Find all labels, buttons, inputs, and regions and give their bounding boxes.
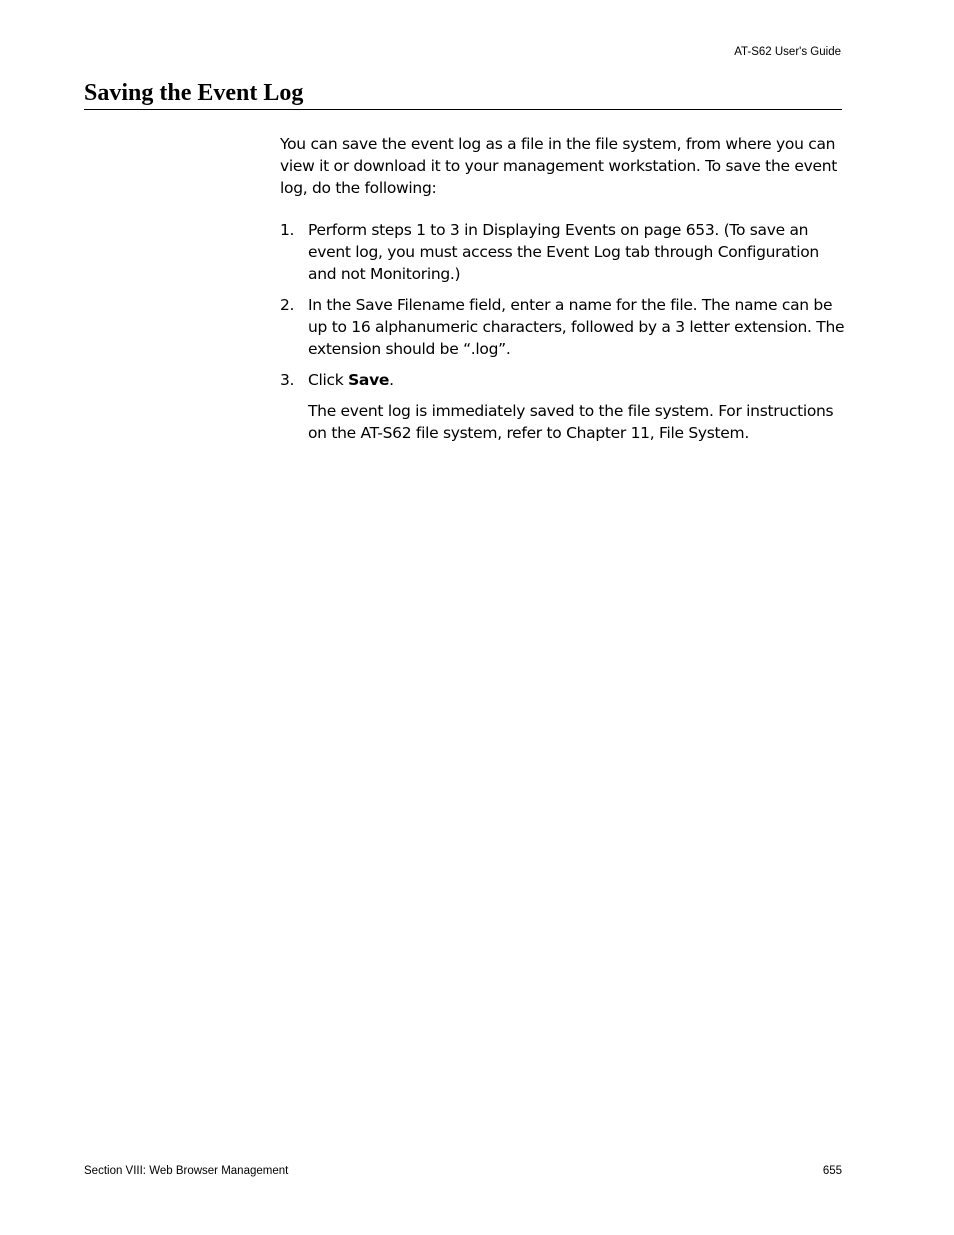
step-text-before: Click xyxy=(308,371,349,389)
step-text-after: . xyxy=(389,371,394,389)
step-1 xyxy=(280,219,846,285)
step-number: 3. xyxy=(280,371,295,389)
section-title: Saving the Event Log xyxy=(84,80,304,106)
step-text xyxy=(308,369,846,391)
page-number: 655 xyxy=(822,1165,842,1177)
step-2 xyxy=(280,294,846,360)
section-body xyxy=(280,133,846,444)
step-number: 1. xyxy=(280,221,295,239)
step-number: 2. xyxy=(280,296,295,314)
save-emphasis: Save xyxy=(348,371,390,389)
footer-section-label: Section VIII: Web Browser Management xyxy=(84,1165,289,1177)
step-text: In the Save Filename field, enter a name for the file. The name can be up to 16 alphanumeric characters, followed by a 3 letter extension. The extension should be “.log”. xyxy=(308,296,845,358)
step-3-result: The event log is immediately saved to the file system. For instructions on the AT-S62 file system, refer to Chapter 11, File System. xyxy=(308,402,834,442)
intro-paragraph: You can save the event log as a file in the file system, from where you can view it or download it to your management workstation. To save the event log, do the following: xyxy=(280,135,837,197)
step-3 xyxy=(280,369,846,391)
running-header: AT-S62 User's Guide xyxy=(734,46,841,58)
title-rule xyxy=(84,109,842,110)
step-text: Perform steps 1 to 3 in Displaying Events on page 653. (To save an event log, you must access the Event Log tab through Configuration and not Monitoring.) xyxy=(308,221,819,283)
